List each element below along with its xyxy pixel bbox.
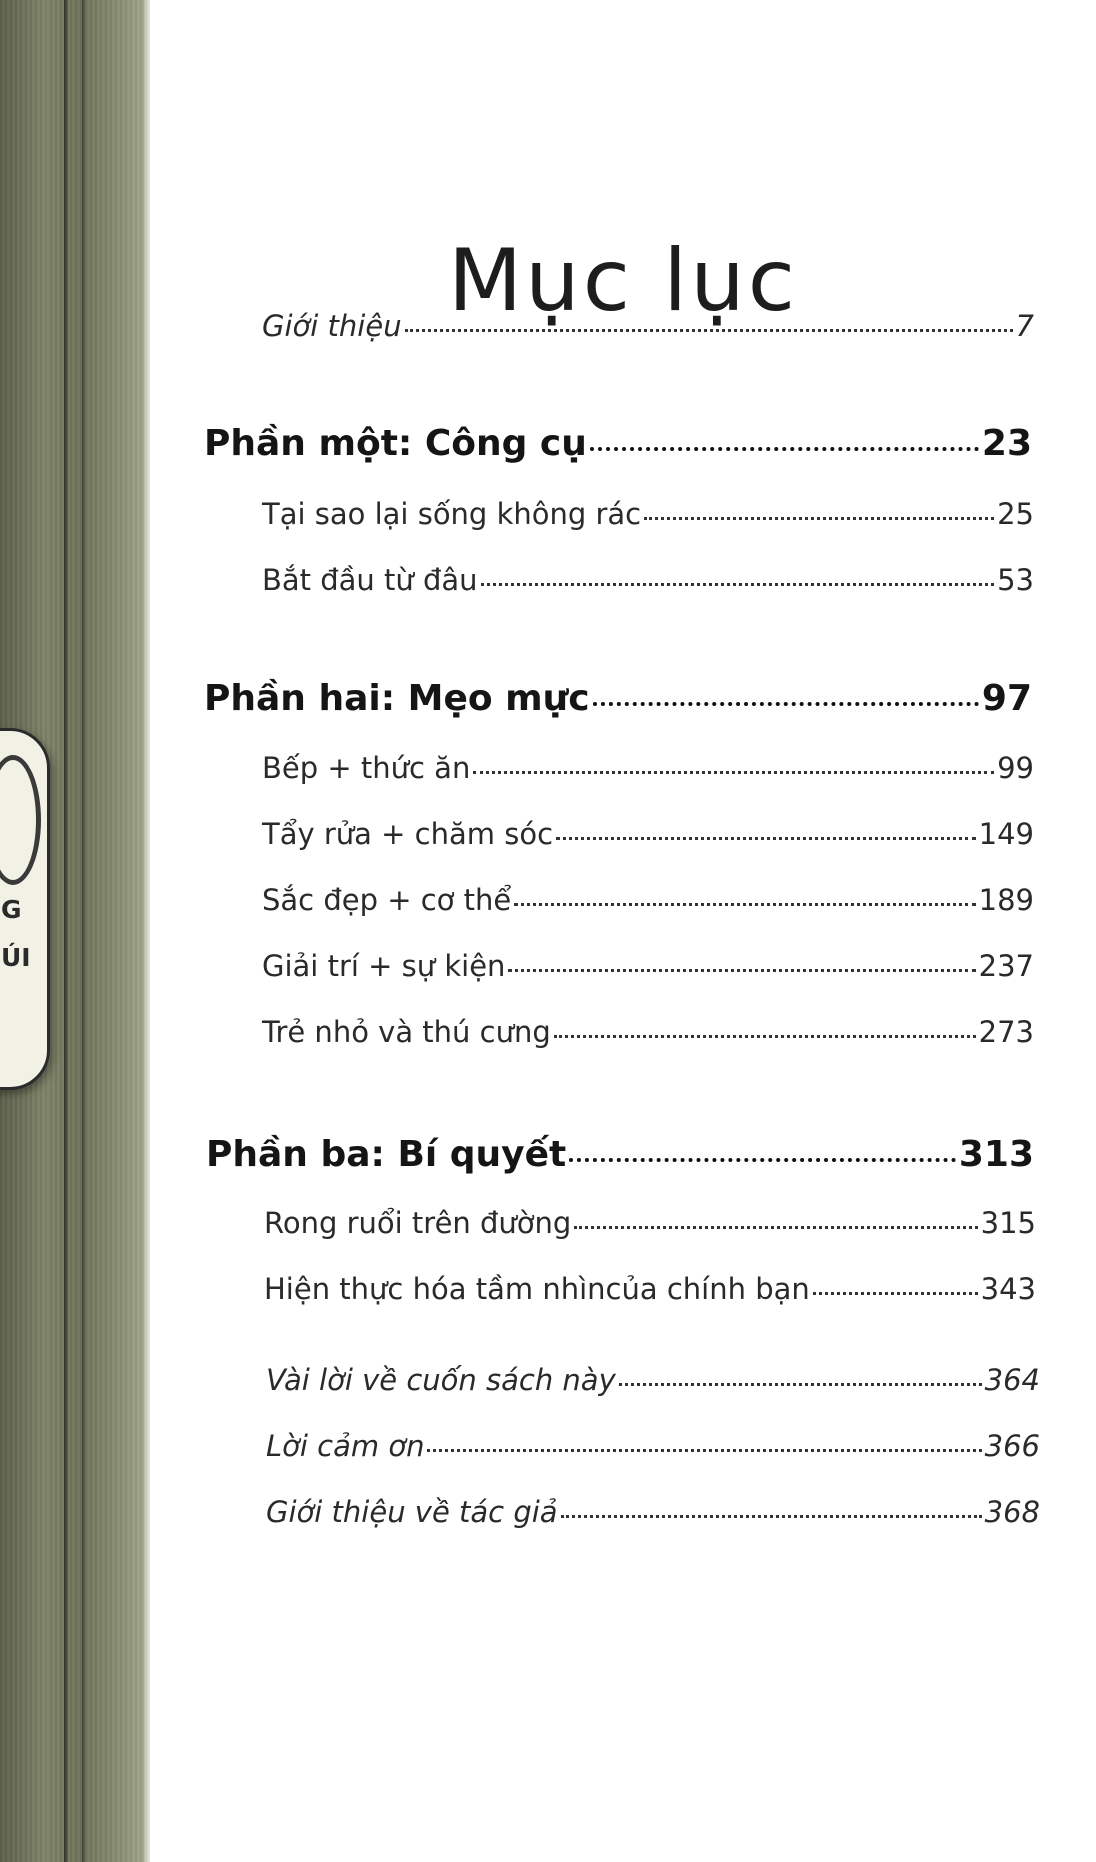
toc-part-1[interactable] <box>204 421 1032 467</box>
toc-entry-label: Giới thiệu về tác giả <box>266 1495 558 1529</box>
toc-chapter[interactable] <box>262 946 1034 986</box>
toc-chapter[interactable] <box>262 814 1034 854</box>
toc-entry-page: 366 <box>984 1429 1040 1463</box>
toc-entry-page: 273 <box>978 1015 1034 1049</box>
dot-leader <box>574 1226 977 1229</box>
toc-entry-page: 343 <box>980 1272 1036 1306</box>
toc-entry-page: 25 <box>997 497 1034 531</box>
dot-leader <box>590 447 979 451</box>
dot-leader <box>473 771 994 774</box>
dot-leader <box>556 837 976 840</box>
toc-entry-label: Trẻ nhỏ và thú cưng <box>262 1015 551 1049</box>
dot-leader <box>593 702 979 706</box>
toc-entry-intro[interactable] <box>262 306 1034 346</box>
toc-part-2[interactable] <box>204 676 1032 722</box>
toc-entry-label: Giải trí + sự kiện <box>262 949 506 983</box>
toc-entry-page: 53 <box>997 563 1034 597</box>
dot-leader <box>508 969 975 972</box>
dot-leader <box>554 1035 976 1038</box>
toc-entry-label: Sắc đẹp + cơ thể <box>262 883 512 917</box>
toc-part-label: Phần ba: Bí quyết <box>206 1134 567 1175</box>
toc-entry-back-matter[interactable] <box>266 1492 1040 1532</box>
dot-leader <box>561 1515 982 1518</box>
dot-leader <box>619 1383 982 1386</box>
dot-leader <box>481 583 995 586</box>
toc-part-3[interactable] <box>206 1132 1034 1178</box>
toc-entry-label: Lời cảm ơn <box>266 1429 425 1463</box>
toc-entry-page: 315 <box>980 1206 1036 1240</box>
toc-entry-label: Tẩy rửa + chăm sóc <box>262 817 554 851</box>
toc-entry-page: 99 <box>997 751 1034 785</box>
toc-entry-page: 189 <box>978 883 1034 917</box>
toc-chapter[interactable] <box>262 494 1034 534</box>
toc-entry-label: Hiện thực hóa tầm nhìncủa chính bạn <box>264 1272 810 1306</box>
toc-entry-back-matter[interactable] <box>266 1426 1040 1466</box>
dot-leader <box>427 1449 981 1452</box>
toc-entry-label: Bắt đầu từ đâu <box>262 563 478 597</box>
page-title: Mục lục <box>447 230 798 331</box>
toc-part-label: Phần một: Công cụ <box>204 423 587 464</box>
toc-part-label: Phần hai: Mẹo mực <box>204 678 590 719</box>
dot-leader <box>569 1158 956 1162</box>
toc-entry-label: Tại sao lại sống không rác <box>262 497 642 531</box>
toc-entry-label: Rong ruổi trên đường <box>264 1206 572 1240</box>
dot-leader <box>813 1292 978 1295</box>
toc-chapter[interactable] <box>264 1269 1036 1309</box>
toc-chapter[interactable] <box>264 1203 1036 1243</box>
toc-entry-back-matter[interactable] <box>266 1360 1040 1400</box>
toc-chapter[interactable] <box>262 748 1034 788</box>
dot-leader <box>644 517 994 520</box>
toc-entry-page: 237 <box>978 949 1034 983</box>
toc-chapter[interactable] <box>262 560 1034 600</box>
toc-entry-page: 368 <box>984 1495 1040 1529</box>
toc-entry-page: 149 <box>978 817 1034 851</box>
dot-leader <box>405 329 1013 332</box>
toc-entry-label: Vài lời về cuốn sách này <box>266 1363 616 1397</box>
toc-part-page: 23 <box>981 423 1032 464</box>
toc-entry-label: Bếp + thức ăn <box>262 751 471 785</box>
toc-chapter[interactable] <box>262 880 1034 920</box>
dot-leader <box>514 903 975 906</box>
toc-chapter[interactable] <box>262 1012 1034 1052</box>
toc-part-page: 313 <box>958 1134 1034 1175</box>
toc-entry-page: 364 <box>984 1363 1040 1397</box>
toc-entry-page: 7 <box>1015 309 1034 343</box>
toc-entry-label: Giới thiệu <box>262 309 402 343</box>
sticker-text: G ÚI <box>1 895 31 972</box>
toc-part-page: 97 <box>981 678 1032 719</box>
